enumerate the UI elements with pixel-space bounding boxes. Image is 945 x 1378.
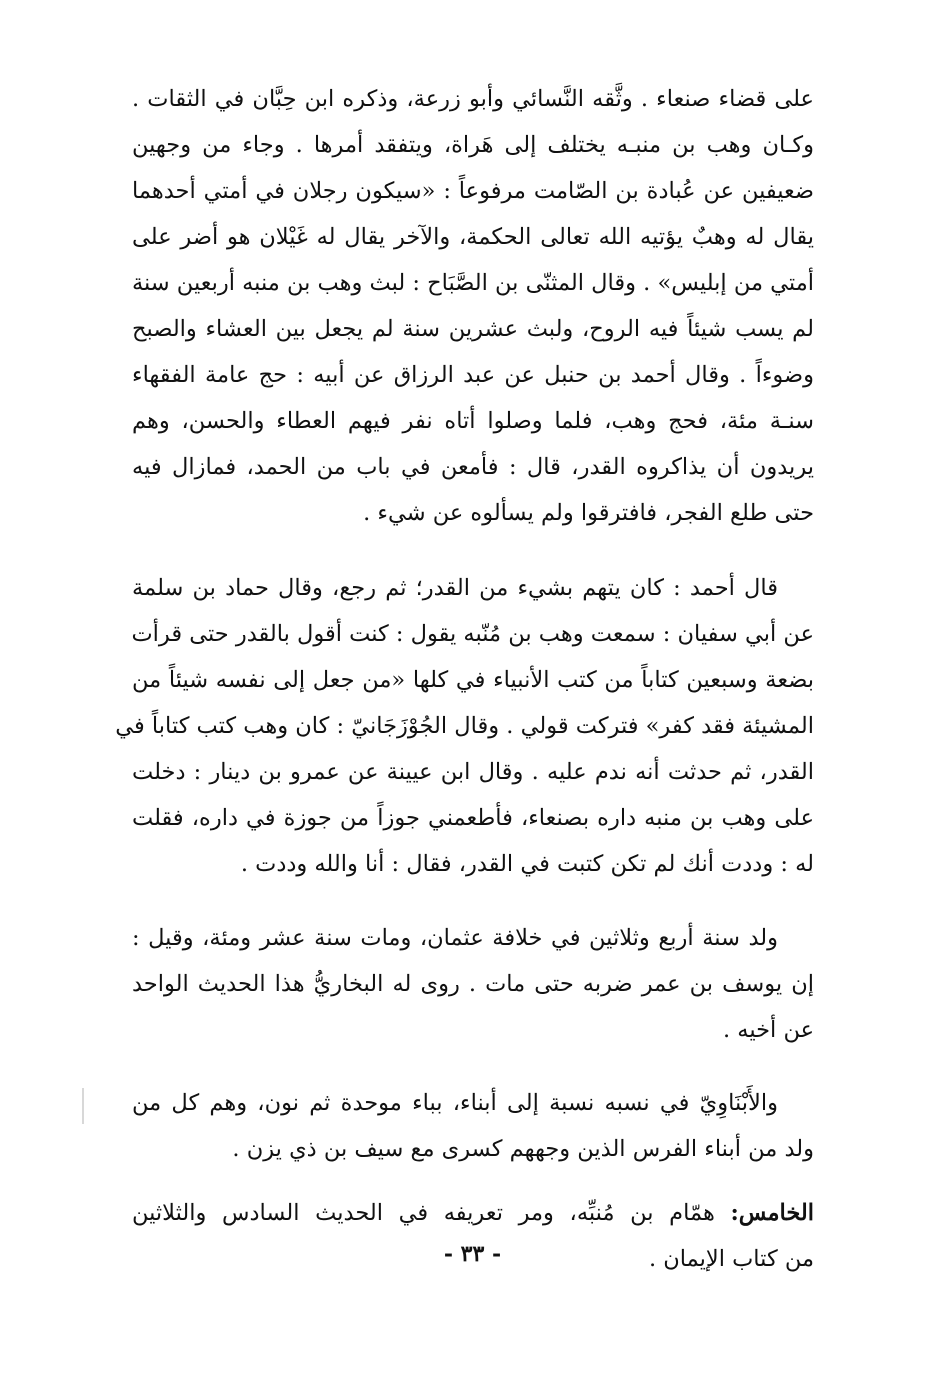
page-number: - ٣٣ - xyxy=(443,1241,502,1267)
paragraph-spacer xyxy=(132,1053,814,1080)
text-line: والأَبْنَاوِيّ في نسبه نسبة إلى أبناء، بباء موحدة ثم نون، وهم كل من xyxy=(132,1090,778,1116)
section-label: الخامس: xyxy=(730,1200,814,1226)
text-line: عن أخيه . xyxy=(722,1017,814,1043)
paragraph-birth-death xyxy=(132,915,814,1053)
text-line: له : وددت أنك لم تكن كتبت في القدر، فقال : أنا والله وددت . xyxy=(240,851,814,877)
text-line: أمتي من إبليس» . وقال المثنّى بن الصَّبَاح : لبث وهب بن منبه أربعين سنة xyxy=(131,270,814,296)
text-line: وضوءاً . وقال أحمد بن حنبل عن عبد الرزاق عن أبيه : حج عامة الفقهاء xyxy=(132,362,814,388)
page-body xyxy=(115,76,814,1282)
text-line: من كتاب الإيمان . xyxy=(648,1246,814,1272)
text-line: سنـة مئة، فحج وهب، فلما وصلوا أتاه نفر فيهم العطاء والحسن، وهم xyxy=(132,408,814,434)
text-line: على وهب بن منبه داره بصنعاء، فأطعمني جوزاً من جوزة في داره، فقلت xyxy=(132,805,814,831)
text-line: عن أبي سفيان : سمعت وهب بن مُنّبه يقول : كنت أقول بالقدر حتى قرأت xyxy=(131,621,814,647)
text-line: قال أحمد : كان يتهم بشيء من القدر؛ ثم رجع، وقال حماد بن سلمة xyxy=(132,575,778,601)
text-line: يقال له وهبٌ يؤتيه الله تعالى الحكمة، والآخر يقال له غَيْلان هو أضر على xyxy=(132,224,814,250)
paragraph-ahmad-qadar xyxy=(115,565,814,887)
paragraph-fifth-narrator xyxy=(132,1190,814,1282)
paragraph-wahb-biography xyxy=(132,76,814,536)
text-line: لم يسب شيئاً فيه الروح، ولبث عشرين سنة لم يجعل بين العشاء والصبح xyxy=(132,316,814,342)
text-line: إن يوسف بن عمر ضربه حتى مات . روى له البخاريُّ هذا الحديث الواحد xyxy=(132,971,814,997)
text-line: وكـان وهب بن منبـه يختلف إلى هَراة، ويتفقد أمرها . وجاء من وجهين xyxy=(132,132,814,158)
paragraph-spacer xyxy=(132,536,814,565)
text-line: ضعيفين عن عُبادة بن الصّامت مرفوعاً : «سيكون رجلان في أمتي أحدهما xyxy=(132,178,814,204)
paragraph-spacer xyxy=(132,887,814,915)
text-line: بضعة وسبعين كتاباً من كتب الأنبياء في كلها «من جعل إلى نفسه شيئاً من xyxy=(132,667,814,693)
text-line: يريدون أن يذاكروه القدر، قال : فأمعن في باب من الحمد، فمازال فيه xyxy=(132,454,814,480)
text-line: ولد سنة أربع وثلاثين في خلافة عثمان، ومات سنة عشر ومئة، وقيل : xyxy=(132,925,778,951)
margin-mark xyxy=(82,1088,84,1124)
text-line: ولد من أبناء الفرس الذين وجههم كسرى مع سيف بن ذي يزن . xyxy=(232,1136,814,1162)
paragraph-abnawi xyxy=(132,1080,814,1172)
text-line: على قضاء صنعاء . وثَّقه النَّسائي وأبو زرعة، وذكره ابن حِبَّان في الثقات . xyxy=(132,86,814,112)
text-run: همّام بن مُنبِّه، ومر تعريفه في الحديث السادس والثلاثين xyxy=(132,1200,731,1226)
text-line xyxy=(132,1190,814,1236)
paragraph-spacer xyxy=(132,1172,814,1190)
text-line: القدر، ثم حدثت أنه ندم عليه . وقال ابن عيينة عن عمرو بن دينار : دخلت xyxy=(132,759,814,785)
text-line: حتى طلع الفجر، فافترقوا ولم يسألوه عن شيء . xyxy=(363,500,814,526)
text-line: المشيئة فقد كفر» فتركت قولي . وقال الجُوْزَجَانيّ : كان وهب كتب كتاباً في xyxy=(115,713,814,739)
